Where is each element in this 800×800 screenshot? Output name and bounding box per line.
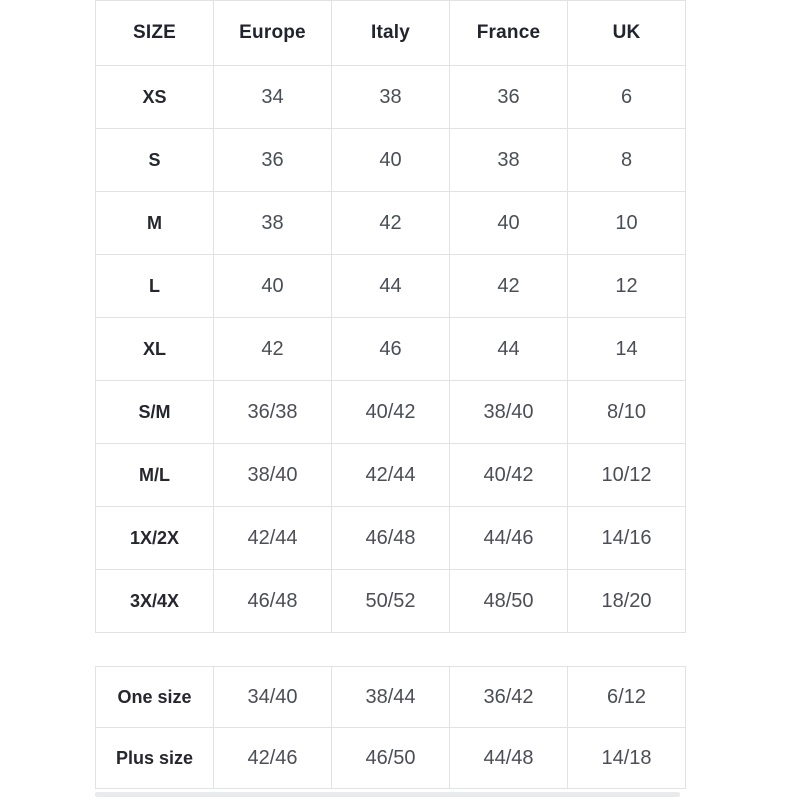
- size-label: One size: [96, 667, 214, 728]
- size-label: 1X/2X: [96, 507, 214, 570]
- cell-france: 36: [450, 66, 568, 129]
- table-row-xl: [96, 318, 686, 381]
- cell-europe: 36: [214, 129, 332, 192]
- table-row-3x-4x: [96, 570, 686, 633]
- table-row-s: [96, 129, 686, 192]
- size-label: M: [96, 192, 214, 255]
- cell-uk: 14/16: [568, 507, 686, 570]
- cell-italy: 46: [332, 318, 450, 381]
- table-header-row: [96, 1, 686, 66]
- cell-italy: 44: [332, 255, 450, 318]
- cell-italy: 42/44: [332, 444, 450, 507]
- size-conversion-table: [95, 0, 686, 633]
- cell-uk: 8: [568, 129, 686, 192]
- cell-france: 44: [450, 318, 568, 381]
- cell-italy: 40: [332, 129, 450, 192]
- size-label: S: [96, 129, 214, 192]
- size-label: XL: [96, 318, 214, 381]
- cell-france: 38: [450, 129, 568, 192]
- cell-europe: 40: [214, 255, 332, 318]
- cell-europe: 38/40: [214, 444, 332, 507]
- cell-uk: 12: [568, 255, 686, 318]
- cell-france: 44/46: [450, 507, 568, 570]
- cell-france: 36/42: [450, 667, 568, 728]
- column-header-europe: Europe: [214, 1, 332, 66]
- cell-france: 48/50: [450, 570, 568, 633]
- cell-europe: 42/44: [214, 507, 332, 570]
- cell-france: 40/42: [450, 444, 568, 507]
- size-label: M/L: [96, 444, 214, 507]
- table-row-m: [96, 192, 686, 255]
- cell-uk: 8/10: [568, 381, 686, 444]
- column-header-size: SIZE: [96, 1, 214, 66]
- cell-uk: 14/18: [568, 728, 686, 789]
- size-label: 3X/4X: [96, 570, 214, 633]
- table-row-1x-2x: [96, 507, 686, 570]
- cell-italy: 40/42: [332, 381, 450, 444]
- cell-uk: 10/12: [568, 444, 686, 507]
- cell-france: 38/40: [450, 381, 568, 444]
- cell-uk: 6/12: [568, 667, 686, 728]
- cell-france: 42: [450, 255, 568, 318]
- cell-europe: 38: [214, 192, 332, 255]
- size-label: L: [96, 255, 214, 318]
- special-size-table: [95, 666, 686, 789]
- size-conversion-section: [95, 0, 686, 797]
- table-row-plus-size: [96, 728, 686, 789]
- column-header-italy: Italy: [332, 1, 450, 66]
- cell-uk: 14: [568, 318, 686, 381]
- cell-italy: 38: [332, 66, 450, 129]
- cell-europe: 36/38: [214, 381, 332, 444]
- cell-italy: 42: [332, 192, 450, 255]
- cell-europe: 42/46: [214, 728, 332, 789]
- cell-uk: 18/20: [568, 570, 686, 633]
- table-row-l: [96, 255, 686, 318]
- cell-europe: 46/48: [214, 570, 332, 633]
- cell-france: 40: [450, 192, 568, 255]
- cell-italy: 50/52: [332, 570, 450, 633]
- cell-uk: 6: [568, 66, 686, 129]
- cutoff-element-top-edge: [95, 792, 680, 797]
- table-row-m-l: [96, 444, 686, 507]
- size-label: S/M: [96, 381, 214, 444]
- table-row-xs: [96, 66, 686, 129]
- cell-italy: 38/44: [332, 667, 450, 728]
- table-row-one-size: [96, 667, 686, 728]
- size-label: Plus size: [96, 728, 214, 789]
- cell-italy: 46/48: [332, 507, 450, 570]
- table-row-s-m: [96, 381, 686, 444]
- cell-uk: 10: [568, 192, 686, 255]
- cell-france: 44/48: [450, 728, 568, 789]
- cell-italy: 46/50: [332, 728, 450, 789]
- column-header-uk: UK: [568, 1, 686, 66]
- cell-europe: 34/40: [214, 667, 332, 728]
- cell-europe: 42: [214, 318, 332, 381]
- size-label: XS: [96, 66, 214, 129]
- cell-europe: 34: [214, 66, 332, 129]
- column-header-france: France: [450, 1, 568, 66]
